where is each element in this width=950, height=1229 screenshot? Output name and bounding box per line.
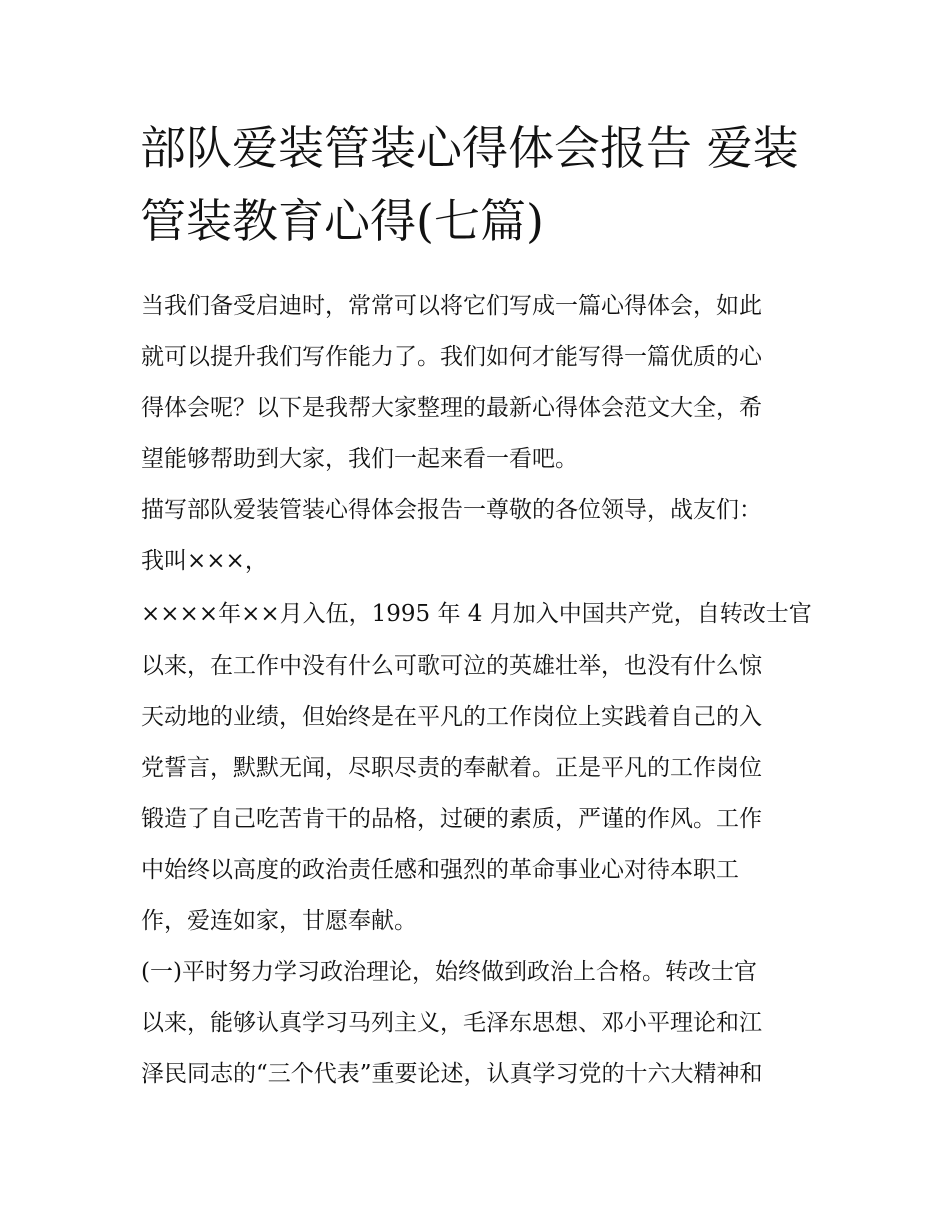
body-line: 作，爱连如家，甘愿奉献。 [141,908,417,934]
body-line: 中始终以高度的政治责任感和强烈的革命事业心对待本职工 [141,857,739,883]
body-line: 就可以提升我们写作能力了。我们如何才能写得一篇优质的心 [141,344,762,370]
body-line: 泽民同志的“三个代表”重要论述，认真学习党的十六大精神和 [141,1061,763,1087]
body-line: (一)平时努力学习政治理论，始终做到政治上合格。转改士官 [141,959,757,985]
body-line: ××××年××月入伍，1995 年 4 月加入中国共产党，自转改士官 [141,601,812,627]
body-line: 天动地的业绩，但始终是在平凡的工作岗位上实践着自己的入 [141,704,762,730]
body-line: 得体会呢？以下是我帮大家整理的最新心得体会范文大全，希 [141,395,762,421]
body-line: 当我们备受启迪时，常常可以将它们写成一篇心得体会，如此 [141,293,762,319]
document-title: 部队爱装管装心得体会报告 爱装管装教育心得(七篇) [140,121,799,248]
body-line: 锻造了自己吃苦肯干的品格，过硬的素质，严谨的作风。工作 [141,806,762,832]
body-line: 以来，在工作中没有什么可歌可泣的英雄壮举，也没有什么惊 [141,653,762,679]
document-body [141,281,813,1100]
body-line: 以来，能够认真学习马列主义，毛泽东思想、邓小平理论和江 [141,1010,762,1036]
body-line: 望能够帮助到大家，我们一起来看一看吧。 [141,446,578,472]
body-line: 描写部队爱装管装心得体会报告一尊敬的各位领导，战友们： [141,497,762,523]
body-line: 我叫×××， [141,548,268,574]
body-line: 党誓言，默默无闻，尽职尽责的奉献着。正是平凡的工作岗位 [141,755,762,781]
